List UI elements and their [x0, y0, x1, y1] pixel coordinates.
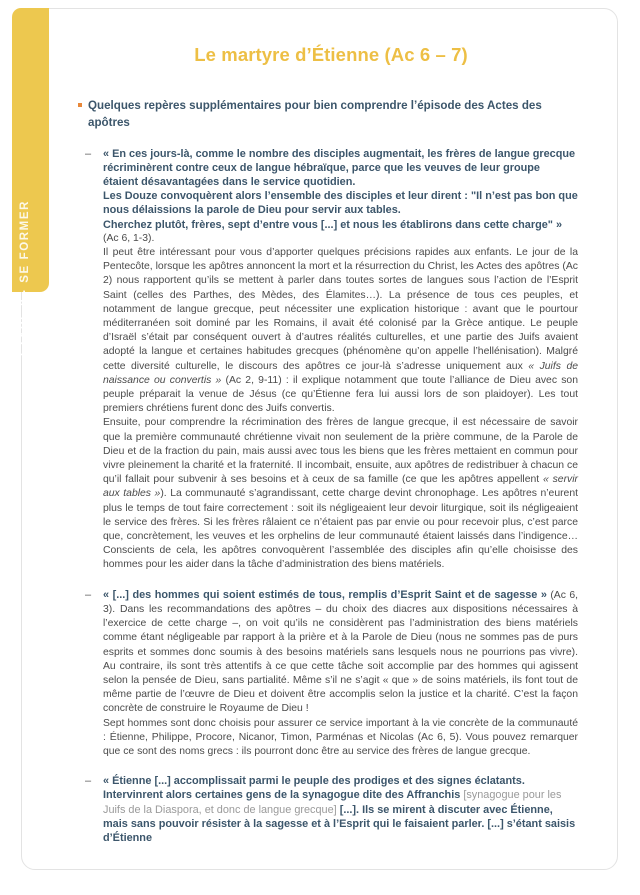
commentary-paragraph-1	[103, 246, 578, 416]
commentary-2-part-2: ). La communauté s’agrandissant, cette charge devint chronophage. Les apôtres n’eurent plus le temps de tout faire correctement : soit ils négligeaient leur devoir liturgique, soit ils négligeaient le service des frères. Si les frères râlaient ce n’étaient pas par envie ou pour recevoir plus, c’est parce que, concrètement, les veuves et les orphelins de leur communauté étaient laissés dans l’indigence… Conscients de cela, les apôtres convoquèrent l’assemblée des disciples afin qu’elle choisisse des hommes pour les aider dans la tâche d’administration des biens matériels.	[103, 488, 578, 571]
scripture-line-3: Cherchez plutôt, frères, sept d’entre vous [...] et nous les établirons dans cette charge" »	[103, 218, 563, 231]
scripture-line-2: Les Douze convoquèrent alors l’ensemble des disciples et leur dirent : "Il n’est pas bon que nous délaissions la parole de Dieu pour servir aux tables.	[103, 190, 578, 217]
square-bullet-icon	[78, 103, 82, 107]
scripture-5-part-2: [...]. Ils se mirent à discuter avec Étienne, mais sans pouvoir résister à la sagesse et à l’Esprit qui le faisaient parler. [...] s’étant saisis d’Étienne	[103, 803, 576, 844]
scripture-quote	[103, 147, 578, 190]
scripture-reference-inline: (Ac 6, 3).	[103, 589, 578, 615]
dash-marker: –	[85, 775, 92, 788]
step-tab-step: ÉTAPE 2	[18, 297, 31, 357]
dash-marker: –	[85, 147, 92, 160]
lead-heading-text: Quelques repères supplémentaires pour bien comprendre l’épisode des Actes des apôtres	[88, 99, 542, 129]
scripture-quote-4: « [...] des hommes qui soient estimés de tous, remplis d’Esprit Saint et de sagesse »	[103, 588, 547, 601]
scripture-quote-3	[103, 218, 578, 232]
scripture-5-gloss: [synagogue pour les Juifs de la Diaspora, et donc de langue grecque]	[103, 789, 562, 816]
scripture-line-1: « En ces jours-là, comme le nombre des disciples augmentait, les frères de langue grecque récriminèrent contre ceux de langue hébraïque, parce que les veuves de leur groupe étaient désavantagées dans le service quotidien.	[103, 147, 576, 188]
step-tab-separator: ·	[18, 287, 31, 293]
lead-heading	[78, 66, 584, 132]
block-acts-6-1-3	[78, 147, 584, 573]
step-tab-section: SE FORMER	[18, 199, 31, 283]
dash-marker: –	[85, 588, 92, 601]
commentary-1-part-2: (Ac 2, 9-11) : il explique notamment que toute l’alliance de Dieu avec son peuple préparait la venue de Jésus (ce qu’Étienne fera lui aussi lors de son plaidoyer). Les tout premiers chrétiens furent donc des Juifs convertis.	[103, 374, 578, 415]
page-title: Le martyre d’Étienne (Ac 6 – 7)	[194, 44, 468, 65]
commentary-paragraph-4: Sept hommes sont donc choisis pour assurer ce service important à la vie concrète de la communauté : Étienne, Philippe, Procore, Nicanor, Timon, Parménas et Nicolas (Ac 6, 5). Vous pouvez remarquer que ce sont des noms grecs : ils pourront donc être au service des frères de langue grecque.	[103, 717, 578, 757]
scripture-5-part-1: « Étienne [...] accomplissait parmi le peuple des prodiges et des signes éclatants. Intervinrent alors certaines gens de la synagogue dite des Affranchis	[103, 775, 525, 802]
commentary-2-italic: « servir aux tables »	[103, 474, 578, 500]
commentary-paragraph-3	[103, 588, 578, 717]
commentary-2-part-1: Ensuite, pour comprendre la récrimination des frères de langue grecque, il est nécessaire de savoir que la première communauté chrétienne vivait non seulement de la prière commune, de la Parole de Dieu et de la fraction du pain, mais aussi avec tous les biens que les frères mettaient en commun pour vivre pleinement la charité et la fraternité. Il incombait, ensuite, aux apôtres de redistribuer à chacun ce qu’il fallait pour subvenir à ses besoins et à ceux de sa famille (ce que les apôtres appellent	[103, 417, 578, 486]
scripture-quote-5	[103, 774, 578, 845]
commentary-1-part-1: Il peut être intéressant pour vous d’apporter quelques précisions rapides aux enfants. Le jour de la Pentecôte, lorsque les apôtres annoncent la mort et la résurrection du Christ, les Actes des apôtres (Ac 2) nous rapportent qu’ils se mettent à parler dans toutes sortes de langues sous l’action de l’Esprit Saint (celles des Parthes, des Mèdes, des Élamites…). La présence de tous ces peuples, et notamment de langue grecque, peut nécessiter une explication historique : avant que le pourtour méditerranéen soit dominé par les Romains, il avait été colonisé par la Grèce antique. Le peuple d’Israël s’était par conséquent ouvert à d’autres réalités culturelles, et une partie des Juifs avaient adopté la langue et certaines habitudes grecques (phénomène qu’on appelle l’hellénisation). Malgré cette diversité culturelle, le discours des apôtres ce jour-là s’adresse uniquement aux	[103, 247, 578, 372]
scripture-quote-2	[103, 189, 578, 217]
commentary-paragraph-2	[103, 416, 578, 572]
block-acts-6-8	[78, 774, 584, 845]
step-tab-label	[19, 200, 31, 356]
scripture-reference: (Ac 6, 1-3).	[103, 232, 155, 244]
document-content	[78, 8, 584, 845]
commentary-3-text: Dans les recommandations des apôtres – du choix des diacres aux dispositions nécessaires à l’exercice de cette charge –, on voit qu’ils ne considèrent pas l’administration des biens matériels comme étant négligeable par rapport à la prière et à la Parole de Dieu (nous ne sommes pas de purs esprits et sommes donc soumis à des besoins matériels sans lesquels nous ne pourrions pas vivre). Au contraire, ils sont très attentifs à ce que cette tâche soit accomplie par des hommes qui agissent selon la pensée de Dieu, sans partialité. Même s’il ne s’agit « que » de soins matériels, ils font tout de même partie de l’œuvre de Dieu et doivent être accomplis selon la justice et la charité. C’est la façon concrète de construire le Royaume de Dieu !	[103, 603, 578, 715]
block-acts-6-3	[78, 588, 584, 759]
step-tab	[12, 8, 49, 357]
commentary-1-italic: « Juifs de naissance ou convertis »	[103, 360, 579, 386]
